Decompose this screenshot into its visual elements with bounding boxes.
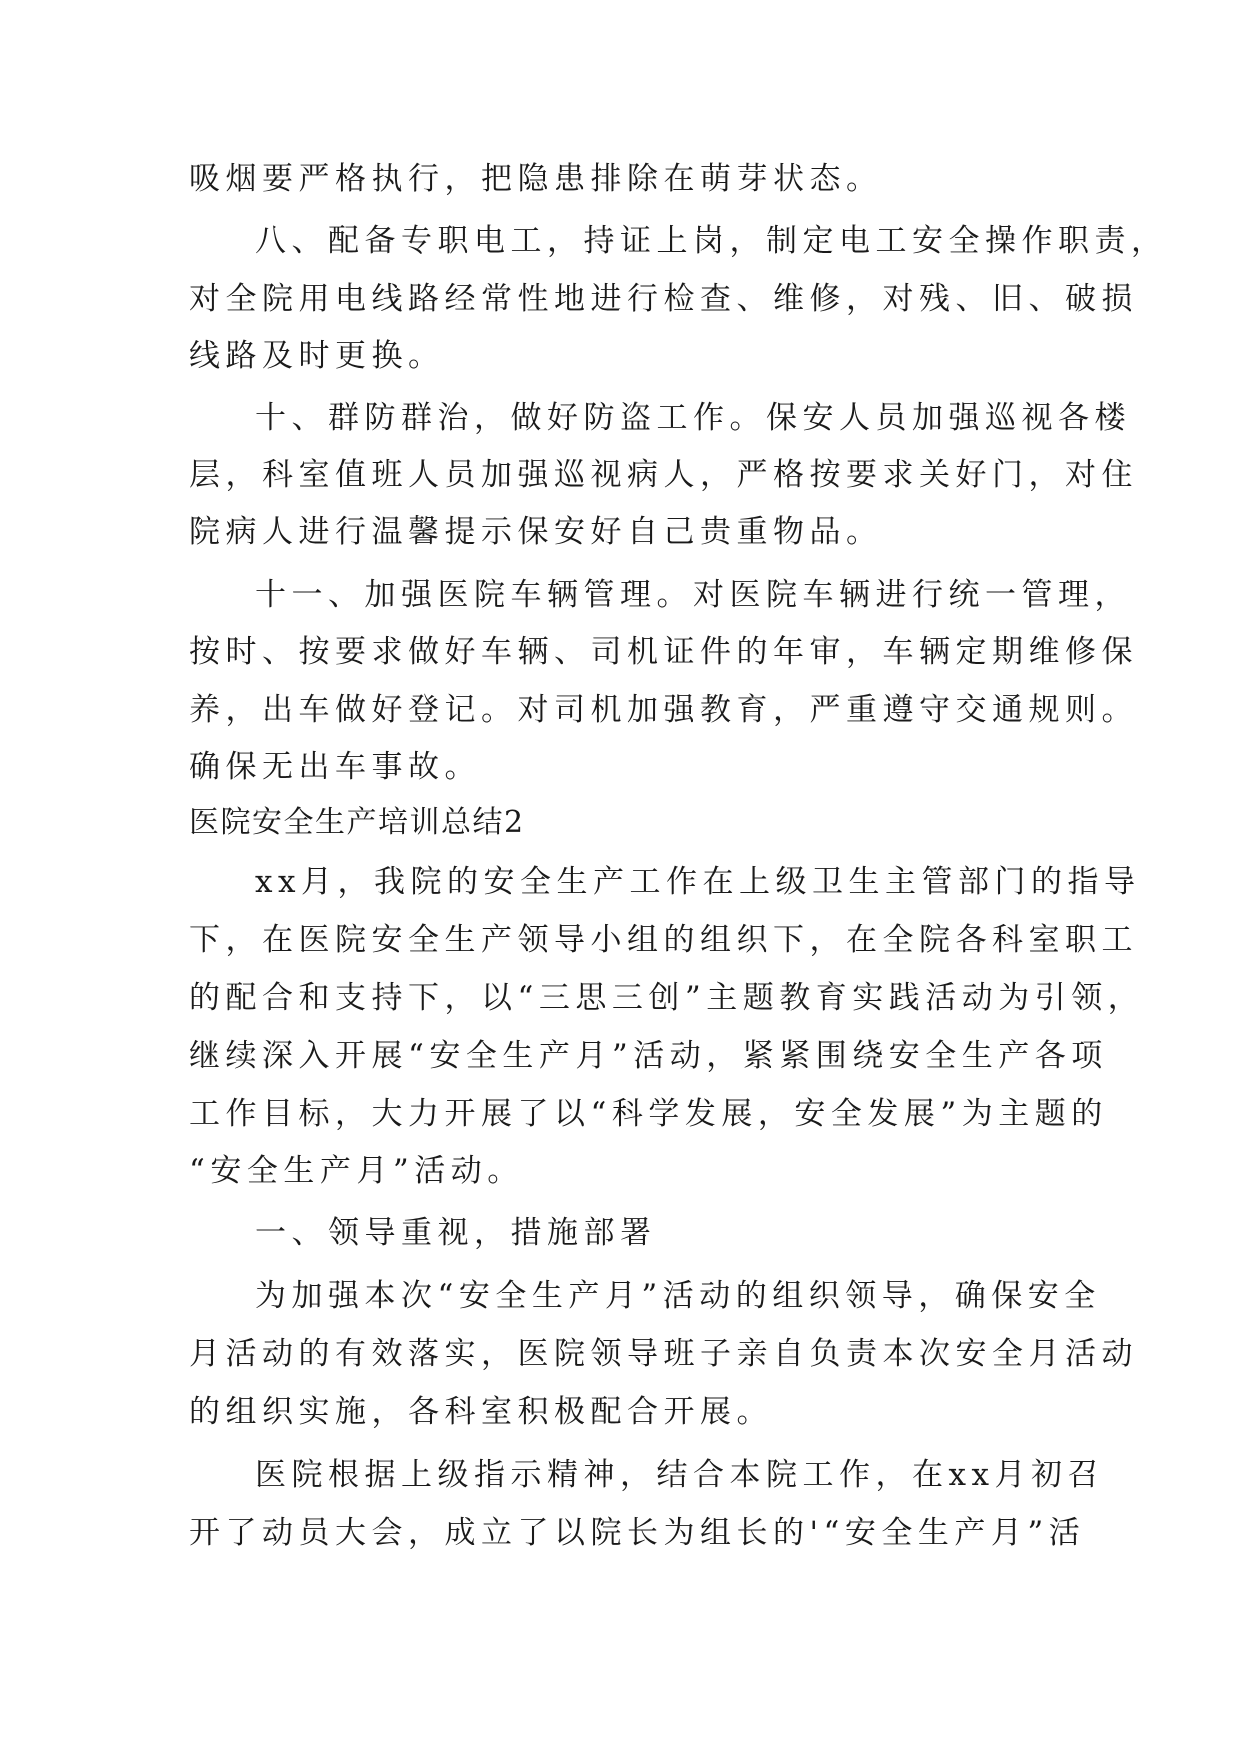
text-line: 的配合和支持下，以“三思三创”主题教育实践活动为引领， bbox=[189, 980, 1145, 1016]
text-line: 十、群防群治，做好防盗工作。保安人员加强巡视各楼 bbox=[255, 400, 1131, 436]
text-line: 吸烟要严格执行，把隐患排除在萌芽状态。 bbox=[189, 161, 883, 197]
text-line: 养，出车做好登记。对司机加强教育，严重遵守交通规则。 bbox=[189, 692, 1138, 728]
text-line: 工作目标，大力开展了以“科学发展，安全发展”为主题的 bbox=[189, 1096, 1108, 1132]
text-line: “安全生产月”活动。 bbox=[189, 1153, 524, 1189]
text-line: 的组织实施，各科室积极配合开展。 bbox=[189, 1394, 773, 1430]
text-line: 医院根据上级指示精神，结合本院工作，在xx月初召 bbox=[255, 1457, 1104, 1493]
text-line: 按时、按要求做好车辆、司机证件的年审，车辆定期维修保 bbox=[189, 634, 1138, 670]
section-heading: 医院安全生产培训总结2 bbox=[189, 805, 525, 840]
text-line: xx月，我院的安全生产工作在上级卫生主管部门的指导 bbox=[255, 864, 1141, 900]
text-line: 院病人进行温馨提示保安好自己贵重物品。 bbox=[189, 514, 883, 550]
text-line: 十一、加强医院车辆管理。对医院车辆进行统一管理， bbox=[255, 577, 1131, 613]
text-line: 月活动的有效落实，医院领导班子亲自负责本次安全月活动 bbox=[189, 1336, 1138, 1372]
text-line: 八、配备专职电工，持证上岗，制定电工安全操作职责， bbox=[255, 223, 1168, 259]
text-line: 层，科室值班人员加强巡视病人，严格按要求关好门，对住 bbox=[189, 457, 1138, 493]
text-line: 对全院用电线路经常性地进行检查、维修，对残、旧、破损 bbox=[189, 281, 1138, 317]
text-line: 继续深入开展“安全生产月”活动，紧紧围绕安全生产各项 bbox=[189, 1038, 1108, 1074]
text-line: 确保无出车事故。 bbox=[189, 749, 481, 785]
subsection-heading: 一、领导重视，措施部署 bbox=[255, 1215, 657, 1251]
text-line: 线路及时更换。 bbox=[189, 338, 445, 374]
text-line: 下，在医院安全生产领导小组的组织下，在全院各科室职工 bbox=[189, 922, 1138, 958]
text-line: 为加强本次“安全生产月”活动的组织领导，确保安全 bbox=[255, 1278, 1101, 1314]
text-line: 开了动员大会，成立了以院长为组长的'“安全生产月”活 bbox=[189, 1515, 1086, 1551]
